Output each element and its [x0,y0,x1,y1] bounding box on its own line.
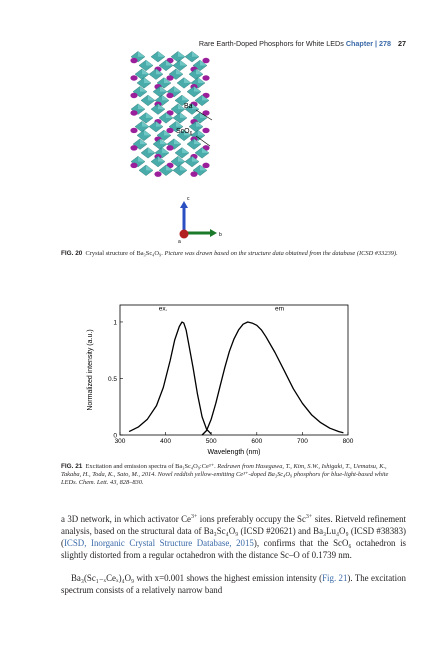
octahedron-face [184,78,191,83]
caption-label: FIG. 21 [61,463,83,470]
octahedron-face [180,60,187,65]
running-header [120,39,406,48]
octahedron-face [146,113,153,118]
body-paragraph-2: Ba₃(Sc₁₋ₓCeₓ)₄O₉ with x=0.001 shows the highest emission intensity (Fig. 21). The excitation spectrum consists of a relatively narrow band [61,573,406,595]
ba-atom [166,75,173,80]
octahedron-face [182,148,189,153]
ba-atom [166,145,173,150]
octahedron-face [180,113,187,118]
crystal-lattice [130,51,209,176]
citation-link-icsd[interactable]: ICSD, Inorganic Crystal Structure Database, 2015 [63,537,254,548]
octahedron-face [138,156,145,161]
octahedron-face [178,51,185,56]
ba-atom [130,75,137,80]
octahedron-face [192,51,199,56]
spectra-chart [80,295,352,461]
ba-atom [130,163,137,168]
caption-source: Picture was drawn based on the structure data obtained from the database (ICSD #33239). [164,250,398,257]
octahedron-face [146,60,153,65]
book-title: Rare Earth-Doped Phosphors for White LEDs [198,39,344,48]
series-line-emission [202,322,343,435]
ba-atom [190,171,197,176]
figure-21-link[interactable]: Fig. 21 [322,573,348,583]
figure-21-caption [61,463,403,488]
octahedron-face [144,130,151,135]
x-tick-label: 400 [160,438,172,445]
body-paragraph-1: a 3D network, in which activator $Ce^{3+}$ ions preferably occupy the $Sc^{3+}$ sites. Rietveld refinement analysis, based on the structural data of Ba₃Sc₄O₉ (ICSD #20621) and Ba₃Lu₄O₉ (ICSD #38383) (ICSD, Inorganic Crystal Structure Database, 2015), confirms that the ScO₆ octahedron is slightly distorted from a regular octahedron with the distance Sc–O of 0.1739 nm. [61,513,406,560]
chapter-label: Chapter | 278 [345,39,391,48]
ba-atom [166,93,173,98]
ba-label: Ba [184,103,193,110]
x-axis-label: Wavelength (nm) [207,449,261,456]
caption-text: Crystal structure of Ba₃Sc₄O₉. [85,250,163,257]
series-label: ex. [158,305,168,313]
axis-b-label: b [219,232,222,238]
axis-a-dot [180,230,189,239]
axis-c-label: c [187,196,190,202]
plot-frame [120,305,348,435]
ba-atom [154,171,161,176]
ba-atom [130,93,137,98]
ba-atom [202,75,209,80]
x-tick-label: 600 [251,438,263,445]
y-tick-label: 0 [113,432,117,440]
ba-atom [130,58,137,63]
octahedron-face [138,104,145,109]
ba-atom [130,145,137,150]
y-tick-label: 0.5 [107,375,117,383]
x-tick-label: 700 [296,438,308,445]
caption-text: Excitation and emission spectra of Ba₃Sc₄O₉:Ce³⁺. [85,463,216,470]
octahedron-face [144,78,151,83]
crystal-structure-figure [60,60,240,248]
axis-a-label: a [178,239,181,245]
page-number: 27 [398,39,406,48]
x-tick-label: 500 [205,438,217,445]
figure-20-caption [61,250,403,258]
x-tick-label: 300 [114,438,126,445]
ba-atom [130,128,137,133]
chart-series [129,306,343,435]
octahedron-face [158,51,165,56]
series-line-excitation [129,322,211,434]
y-tick-label: 1 [113,319,117,327]
x-tick-label: 800 [342,438,354,445]
ba-atom [166,128,173,133]
chart-axes [87,305,354,456]
axis-triad [178,196,222,245]
sco6-label: ScO$_6$ [176,128,193,137]
axis-b-arrowhead [210,229,217,237]
y-axis-label: Normalized intensity (a.u.) [87,329,94,411]
axis-c-arrowhead [180,201,188,208]
caption-label: FIG. 20 [61,250,83,257]
ba-atom [202,163,209,168]
ba-atom [130,110,137,115]
ba-atom [202,128,209,133]
series-label: em [275,305,285,313]
ba-atom [202,58,209,63]
octahedron-face [138,51,145,56]
octahedron-face [148,148,155,153]
caption-source: Redrawn from Hasegawa, T., Kim, S.W., Ishigaki, T., Uematsu, K., Takaba, H., Toda, K., Sato, M., 2014. Novel reddish yellow-emitting Ce³⁺-doped Ba₃Sc₄O₉ phosphors for blue-light-based white LEDs. Chem. Lett. 43, 828–830. [61,463,389,487]
